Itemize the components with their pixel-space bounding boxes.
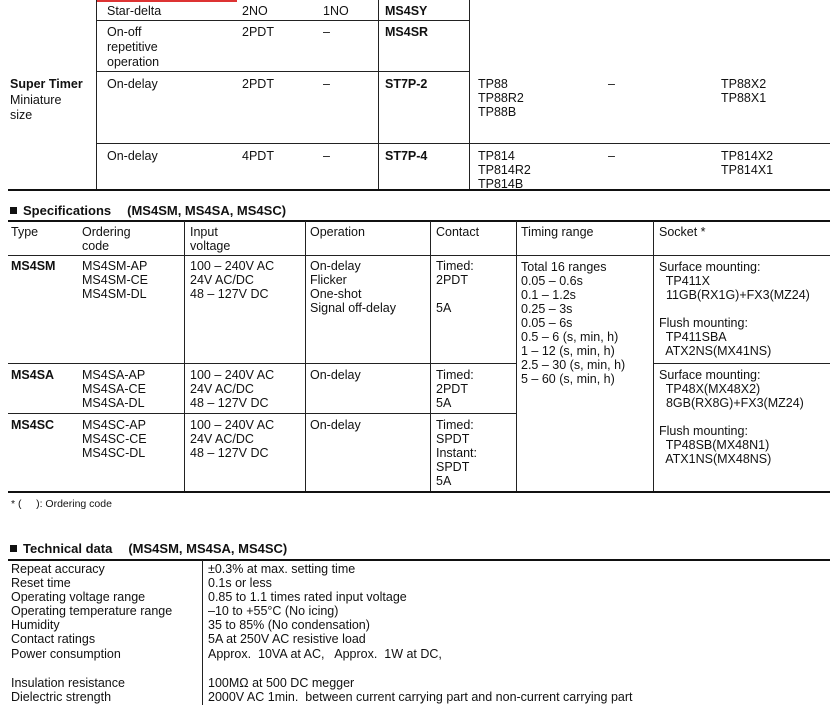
- row-divider: [97, 20, 469, 21]
- tech-value: 100MΩ at 500 DC megger: [208, 676, 355, 690]
- tech-label: Reset time: [11, 576, 71, 590]
- tech-label: Power consumption: [11, 647, 121, 661]
- contact-cell: –: [323, 25, 330, 39]
- contact-cell: Timed: SPDT Instant: SPDT 5A: [436, 418, 477, 488]
- socket-cell: TP814 TP814R2 TP814B: [478, 149, 531, 191]
- function-cell: On-delay: [107, 149, 158, 163]
- header-rule: [8, 255, 830, 256]
- socket-dash: –: [608, 149, 615, 163]
- tech-label: Dielectric strength: [11, 690, 112, 704]
- col-divider: [469, 0, 470, 190]
- type-cell: MS4SM: [11, 259, 56, 273]
- tech-value: Approx. 10VA at AC, Approx. 1W at DC,: [208, 647, 442, 661]
- contact-cell: 4PDT: [242, 149, 274, 163]
- header-socket: Socket *: [659, 225, 706, 239]
- tech-value: 0.85 to 1.1 times rated input voltage: [208, 590, 407, 604]
- col-divider: [96, 0, 97, 190]
- model-cell: ST7P-2: [385, 77, 428, 91]
- ordering-code-cell: MS4SM-AP MS4SM-CE MS4SM-DL: [82, 259, 148, 301]
- col-divider: [653, 221, 654, 491]
- square-bullet-icon: [10, 207, 17, 214]
- type-cell: MS4SC: [11, 418, 55, 432]
- col-divider: [430, 221, 431, 491]
- model-cell: MS4SR: [385, 25, 429, 39]
- operation-cell: On-delay: [310, 418, 361, 432]
- contact-cell: Timed: 2PDT 5A: [436, 259, 474, 315]
- col-divider: [516, 221, 517, 491]
- tech-value: 0.1s or less: [208, 576, 272, 590]
- tech-value: 5A at 250V AC resistive load: [208, 632, 366, 646]
- contact-cell: 2PDT: [242, 25, 274, 39]
- operation-cell: On-delay Flicker One-shot Signal off-delay: [310, 259, 396, 315]
- function-cell: On-off repetitive operation: [107, 25, 160, 69]
- tech-label: Contact ratings: [11, 632, 96, 646]
- row-divider: [653, 363, 830, 364]
- socket-cell: TP88 TP88R2 TP88B: [478, 77, 524, 119]
- contact-cell: 2NO: [242, 4, 268, 18]
- input-voltage-cell: 100 – 240V AC 24V AC/DC 48 – 127V DC: [190, 259, 275, 301]
- tech-value: –10 to +55°C (No icing): [208, 604, 339, 618]
- technical-data-heading: Technical data (MS4SM, MS4SA, MS4SC): [10, 541, 287, 556]
- footnote: * ( ): Ordering code: [11, 498, 112, 510]
- ordering-code-cell: MS4SC-AP MS4SC-CE MS4SC-DL: [82, 418, 147, 460]
- table-top-rule: [8, 220, 830, 222]
- model-cell: ST7P-4: [385, 149, 428, 163]
- tech-label: Humidity: [11, 618, 60, 632]
- row-divider: [8, 363, 516, 364]
- table-bottom-rule: [8, 491, 830, 493]
- tech-value: ±0.3% at max. setting time: [208, 562, 356, 576]
- header-timing-range: Timing range: [521, 225, 594, 239]
- red-accent-line: [97, 0, 237, 2]
- col-divider: [202, 560, 203, 705]
- tech-value: 35 to 85% (No condensation): [208, 618, 370, 632]
- socket-cell: Surface mounting: TP411X 11GB(RX1G)+FX3(MZ24) Flush mounting: TP411SBA ATX2NS(MX41NS): [659, 260, 810, 358]
- specifications-heading: Specifications (MS4SM, MS4SA, MS4SC): [10, 203, 286, 218]
- header-operation: Operation: [310, 225, 365, 239]
- row-divider: [97, 71, 469, 72]
- header-input-voltage: Input voltage: [190, 225, 231, 253]
- contact-cell: 2PDT: [242, 77, 274, 91]
- series-subtitle: Miniature size: [10, 93, 62, 122]
- row-divider: [8, 413, 516, 414]
- tech-label: Insulation resistance: [11, 676, 125, 690]
- square-bullet-icon: [10, 545, 17, 552]
- operation-cell: On-delay: [310, 368, 361, 382]
- header-contact: Contact: [436, 225, 480, 239]
- contact-cell: –: [323, 149, 330, 163]
- timing-range-cell: Total 16 ranges 0.05 – 0.6s 0.1 – 1.2s 0.25 – 3s 0.05 – 6s 0.5 – 6 (s, min, h) 1 – 12 (s, min, h) 2.5 – 30 (s, min, h) 5 – 60 (s, min, h): [521, 260, 626, 386]
- socket-cell: TP88X2 TP88X1: [721, 77, 767, 105]
- table-top-rule: [8, 559, 830, 561]
- socket-cell: TP814X2 TP814X1: [721, 149, 774, 177]
- function-cell: On-delay: [107, 77, 158, 91]
- model-cell: MS4SY: [385, 4, 428, 18]
- header-ordering-code: Ordering code: [82, 225, 131, 253]
- input-voltage-cell: 100 – 240V AC 24V AC/DC 48 – 127V DC: [190, 368, 275, 410]
- header-type: Type: [11, 225, 39, 239]
- function-cell: Star-delta: [107, 4, 162, 18]
- input-voltage-cell: 100 – 240V AC 24V AC/DC 48 – 127V DC: [190, 418, 275, 460]
- row-divider: [97, 143, 830, 144]
- tech-label: Operating temperature range: [11, 604, 173, 618]
- socket-cell: Surface mounting: TP48X(MX48X2) 8GB(RX8G)+FX3(MZ24) Flush mounting: TP48SB(MX48N1) ATX1NS(MX48NS): [659, 368, 804, 466]
- tech-label: Operating voltage range: [11, 590, 146, 604]
- col-divider: [184, 221, 185, 491]
- socket-dash: –: [608, 77, 615, 91]
- contact-cell: Timed: 2PDT 5A: [436, 368, 474, 410]
- tech-label: Repeat accuracy: [11, 562, 105, 576]
- col-divider: [378, 0, 379, 190]
- contact-cell: 1NO: [323, 4, 349, 18]
- ordering-code-cell: MS4SA-AP MS4SA-CE MS4SA-DL: [82, 368, 146, 410]
- type-cell: MS4SA: [11, 368, 55, 382]
- col-divider: [305, 221, 306, 491]
- tech-value: 2000V AC 1min. between current carrying part and non-current carrying part: [208, 690, 633, 704]
- series-name: Super Timer: [10, 77, 83, 91]
- table-bottom-rule: [8, 189, 830, 191]
- contact-cell: –: [323, 77, 330, 91]
